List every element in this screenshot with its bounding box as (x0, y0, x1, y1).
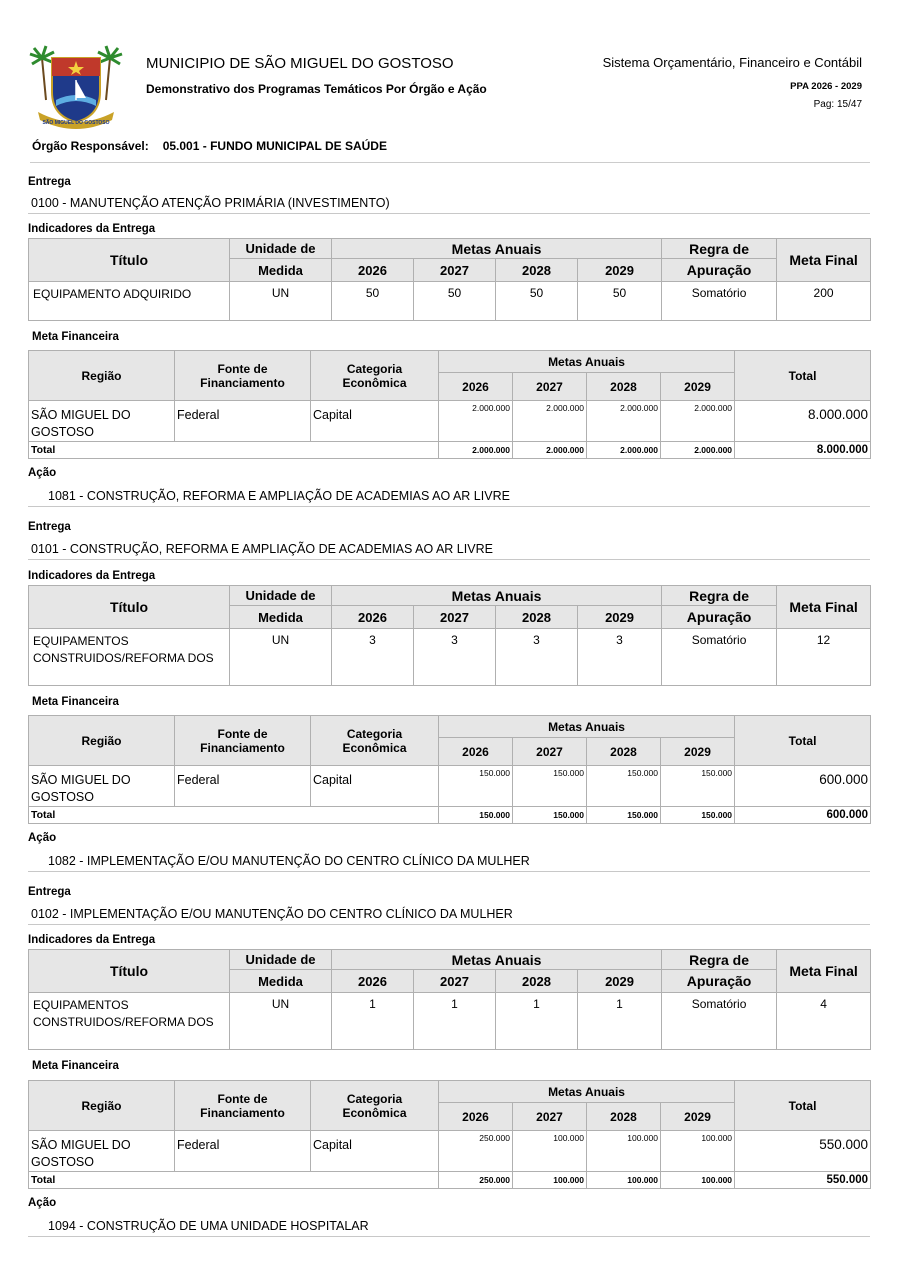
entrega-item: 0100 - MANUTENÇÃO ATENÇÃO PRIMÁRIA (INVESTIMENTO) (28, 195, 870, 214)
meta-financeira-table: Região Fonte de Financiamento Categoria Econômica Metas Anuais Total 2026 2027 2028 2029 SÃO MIGUEL DO GOSTOSO Federal Capital 250.000 100.000 100.000 100.000 550.000 Total 250.000 100.000 100.000 100.000 550.000 (28, 1080, 870, 1189)
meta-financeira-label: Meta Financeira (32, 696, 119, 708)
table-row: SÃO MIGUEL DO GOSTOSO Federal Capital 2.000.000 2.000.000 2.000.000 2.000.000 8.000.000 (29, 401, 871, 442)
total-row: Total 2.000.000 2.000.000 2.000.000 2.000.000 8.000.000 (29, 442, 871, 459)
orgao-responsavel (32, 139, 387, 153)
col-titulo: Título (29, 239, 230, 282)
meta-financeira-label: Meta Financeira (32, 331, 119, 343)
municipal-coat-of-arms-logo (28, 40, 124, 132)
orgao-value: 05.001 - FUNDO MUNICIPAL DE SAÚDE (162, 139, 387, 153)
system-name: Sistema Orçamentário, Financeiro e Contábil (602, 55, 862, 70)
indicadores-table: Título Unidade de Metas Anuais Regra de Meta Final Medida 2026 2027 2028 2029 Apuração EQUIPAMENTOS CONSTRUIDOS/REFORMA DOS UN 1 1 1 1 Somatório 4 (28, 949, 870, 1050)
meta-financeira-table: Região Fonte de Financiamento Categoria Econômica Metas Anuais Total 2026 2027 2028 2029 SÃO MIGUEL DO GOSTOSO Federal Capital 150.000 150.000 150.000 150.000 600.000 Total 150.000 150.000 150.000 150.000 600.000 (28, 715, 870, 824)
entrega-label: Entrega (28, 886, 71, 898)
indicadores-label: Indicadores da Entrega (28, 223, 156, 235)
meta-financeira-table: Região Fonte de Financiamento Categoria Econômica Metas Anuais Total 2026 2027 2028 2029 SÃO MIGUEL DO GOSTOSO Federal Capital 2.000.000 2.000.000 2.000.000 2.000.000 8.000.000 Total 2.000.000 2.000.000 2.000.000 2.000.000 8.000.000 (28, 350, 870, 459)
acao-item: 1081 - CONSTRUÇÃO, REFORMA E AMPLIAÇÃO DE ACADEMIAS AO AR LIVRE (28, 488, 870, 507)
meta-financeira-label: Meta Financeira (32, 1060, 119, 1072)
col-metas-anuais: Metas Anuais (332, 239, 662, 259)
col-meta-final: Meta Final (777, 239, 871, 282)
report-title: Demonstrativo dos Programas Temáticos Por Órgão e Ação (146, 82, 487, 96)
divider (30, 162, 870, 163)
table-row: EQUIPAMENTOS CONSTRUIDOS/REFORMA DOS UN 3 3 3 3 Somatório 12 (29, 629, 871, 686)
entrega-label: Entrega (28, 521, 71, 533)
orgao-label: Órgão Responsável: (32, 139, 149, 153)
table-row: EQUIPAMENTO ADQUIRIDO UN 50 50 50 50 Somatório 200 (29, 282, 871, 321)
acao-label: Ação (28, 467, 57, 479)
municipality-title: MUNICIPIO DE SÃO MIGUEL DO GOSTOSO (146, 55, 454, 72)
entrega-item: 0102 - IMPLEMENTAÇÃO E/OU MANUTENÇÃO DO CENTRO CLÍNICO DA MULHER (28, 906, 870, 925)
table-row: SÃO MIGUEL DO GOSTOSO Federal Capital 250.000 100.000 100.000 100.000 550.000 (29, 1131, 871, 1172)
indicadores-label: Indicadores da Entrega (28, 570, 156, 582)
total-row: Total 150.000 150.000 150.000 150.000 600.000 (29, 807, 871, 824)
indicadores-label: Indicadores da Entrega (28, 934, 156, 946)
acao-label: Ação (28, 832, 57, 844)
table-row: EQUIPAMENTOS CONSTRUIDOS/REFORMA DOS UN 1 1 1 1 Somatório 4 (29, 993, 871, 1050)
col-regra: Regra de (662, 239, 777, 259)
entrega-item: 0101 - CONSTRUÇÃO, REFORMA E AMPLIAÇÃO DE ACADEMIAS AO AR LIVRE (28, 541, 870, 560)
total-row: Total 250.000 100.000 100.000 100.000 550.000 (29, 1172, 871, 1189)
svg-text:SÃO MIGUEL DO GOSTOSO: SÃO MIGUEL DO GOSTOSO (42, 120, 110, 126)
acao-item: 1082 - IMPLEMENTAÇÃO E/OU MANUTENÇÃO DO CENTRO CLÍNICO DA MULHER (28, 853, 870, 872)
table-row: SÃO MIGUEL DO GOSTOSO Federal Capital 150.000 150.000 150.000 150.000 600.000 (29, 766, 871, 807)
page-number: Pag: 15/47 (813, 99, 862, 110)
acao-item: 1094 - CONSTRUÇÃO DE UMA UNIDADE HOSPITALAR (28, 1218, 870, 1237)
indicadores-table: Título Unidade de Metas Anuais Regra de Meta Final Medida 2026 2027 2028 2029 Apuração EQUIPAMENTO ADQUIRIDO UN 50 50 50 50 Somatório 200 (28, 238, 870, 321)
ppa-period: PPA 2026 - 2029 (790, 81, 862, 92)
acao-label: Ação (28, 1197, 57, 1209)
entrega-label: Entrega (28, 176, 71, 188)
col-unidade: Unidade de (230, 239, 332, 259)
indicadores-table: Título Unidade de Metas Anuais Regra de Meta Final Medida 2026 2027 2028 2029 Apuração EQUIPAMENTOS CONSTRUIDOS/REFORMA DOS UN 3 3 3 3 Somatório 12 (28, 585, 870, 686)
